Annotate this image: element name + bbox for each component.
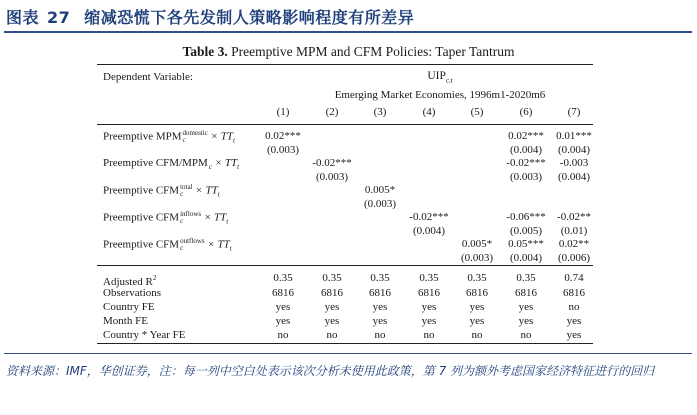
coefficient-value: 0.02*** [265,130,301,142]
variable-label [103,211,228,229]
variable-label-tail-sub: t [229,244,232,253]
variable-label-script [183,130,208,144]
standard-error-value: (0.003) [266,144,300,156]
variable-label-base: Preemptive CFM [103,211,180,224]
source-rule [4,353,692,354]
column-header: (4) [422,106,436,118]
variable-label-base: Preemptive MPM [103,130,182,143]
coefficient-value: -0.02*** [312,157,352,169]
figure-label: 图表 [6,8,40,27]
statistic-value: yes [421,301,437,313]
statistic-value: yes [518,315,534,327]
statistic-value: 0.35 [467,272,487,284]
dep-var-label: Dependent Variable: [103,71,193,83]
statistic-value: yes [275,301,291,313]
table-caption [0,44,697,60]
variable-label-sub: c [180,217,184,225]
statistic-value: 6816 [272,287,294,299]
statistic-value: yes [421,315,437,327]
statistic-value: no [374,329,386,341]
variable-label-tail: × TT [207,130,233,143]
statistic-value: 6816 [321,287,343,299]
statistic-value: yes [469,315,485,327]
column-header: (2) [325,106,339,118]
statistic-label [103,287,161,300]
statistic-value: 6816 [418,287,440,299]
table-caption-prefix: Table 3. [182,44,228,59]
statistic-value: yes [566,329,582,341]
coefficient-value: -0.003 [559,157,589,169]
variable-label-tail-sub: t [226,217,229,226]
column-header: (5) [470,106,484,118]
table-bottom-rule [97,343,593,344]
statistic-value: yes [275,315,291,327]
dep-var-name [400,70,480,87]
statistic-label-text: Adjusted R [103,276,153,288]
standard-error-value: (0.005) [509,225,543,237]
statistic-value: 6816 [563,287,585,299]
statistic-value: 0.35 [516,272,536,284]
variable-label-tail: × TT [201,211,227,224]
dep-var-base: UIP [427,70,446,82]
variable-label-tail: × TT [204,238,230,251]
statistic-label [103,301,155,314]
variable-label-tail-sub: t [217,190,220,199]
variable-label-sup: outflows [180,237,205,245]
sample-description: Emerging Market Economies, 1996m1-2020m6 [334,89,546,101]
variable-label-base: Preemptive CFM/MPM [103,157,208,169]
standard-error-value: (0.004) [509,144,543,156]
statistic-value: 0.35 [322,272,342,284]
variable-label-sup: total [180,183,193,191]
variable-label-sup: inflows [180,210,202,218]
variable-label [103,157,239,174]
statistic-label [103,315,148,328]
statistic-value: yes [372,315,388,327]
variable-label-sub: c [180,244,184,252]
coefficient-value: 0.05*** [508,238,544,250]
statistic-value: yes [566,315,582,327]
figure-title [6,7,414,29]
title-rule [4,31,692,33]
variable-label-script [180,211,201,225]
variable-label [103,184,220,202]
coefficient-value: 0.005* [364,184,396,196]
standard-error-value: (0.004) [509,252,543,264]
statistic-label-text: Observations [103,287,162,299]
coefficient-value: 0.005* [461,238,493,250]
coefficient-value: -0.02** [557,211,591,223]
statistic-value: no [568,301,580,313]
variable-label-sub: c [180,190,184,198]
coefficient-value: -0.02*** [506,157,546,169]
standard-error-value: (0.004) [557,144,591,156]
dep-var-sub: c,t [445,76,453,85]
standard-error-value: (0.01) [560,225,588,237]
variable-label-base: Preemptive CFM [103,238,180,251]
coefficient-value: 0.01*** [556,130,592,142]
variable-label [103,130,235,148]
statistic-value: no [471,329,483,341]
coefficient-value: 0.02*** [508,130,544,142]
statistic-label-text: Month FE [103,315,148,327]
coefficient-value: 0.02** [558,238,590,250]
statistic-label-sup: 2 [152,274,157,282]
variable-label [103,238,232,256]
table-top-rule [97,64,593,65]
coefficient-value: -0.06*** [506,211,546,223]
variable-label-tail-sub: t [232,136,235,145]
statistic-value: no [277,329,289,341]
statistic-value: yes [469,301,485,313]
column-header: (6) [519,106,533,118]
statistic-label-text: Country FE [103,301,155,313]
statistic-value: 6816 [515,287,537,299]
column-header: (1) [276,106,290,118]
standard-error-value: (0.003) [460,252,494,264]
statistic-value: 6816 [369,287,391,299]
statistic-value: yes [518,301,534,313]
variable-label-script [180,238,205,252]
column-header: (3) [373,106,387,118]
coefficient-value: -0.02*** [409,211,449,223]
variable-label-sup: domestic [182,129,208,137]
statistic-label-text: Country * Year FE [103,329,186,341]
standard-error-value: (0.003) [363,198,397,210]
statistic-value: yes [324,301,340,313]
standard-error-value: (0.004) [412,225,446,237]
statistic-value: 6816 [466,287,488,299]
stats-rule [97,265,593,266]
standard-error-value: (0.006) [557,252,591,264]
statistic-value: 0.35 [370,272,390,284]
figure-title-text: 缩减恐慌下各先发制人策略影响程度有所差异 [84,8,415,27]
table-caption-text: Preemptive MPM and CFM Policies: Taper Tantrum [231,44,515,59]
statistic-value: no [326,329,338,341]
standard-error-value: (0.003) [315,171,349,183]
variable-label-sub: c [208,163,212,171]
variable-label-sub: c [182,136,186,144]
variable-label-tail: × TT [192,184,218,197]
statistic-value: yes [372,301,388,313]
statistic-value: 0.35 [419,272,439,284]
column-header: (7) [567,106,581,118]
variable-label-base: Preemptive CFM [103,184,180,197]
statistic-value: 0.35 [273,272,293,284]
statistic-label [103,329,186,342]
figure-number: 27 [47,8,71,27]
statistic-value: 0.74 [564,272,584,284]
header-rule [97,124,593,125]
standard-error-value: (0.004) [557,171,591,183]
statistic-value: yes [324,315,340,327]
variable-label-tail: × TT [211,157,238,169]
source-note: 资料来源：IMF，华创证券，注：每一列中空白处表示该次分析未使用此政策，第 7 列为额外考虑国家经济特征进行的回归 [6,364,655,378]
variable-label-tail-sub: t [237,163,240,172]
statistic-value: no [520,329,532,341]
standard-error-value: (0.003) [509,171,543,183]
variable-label-script [180,184,192,198]
statistic-value: no [423,329,435,341]
